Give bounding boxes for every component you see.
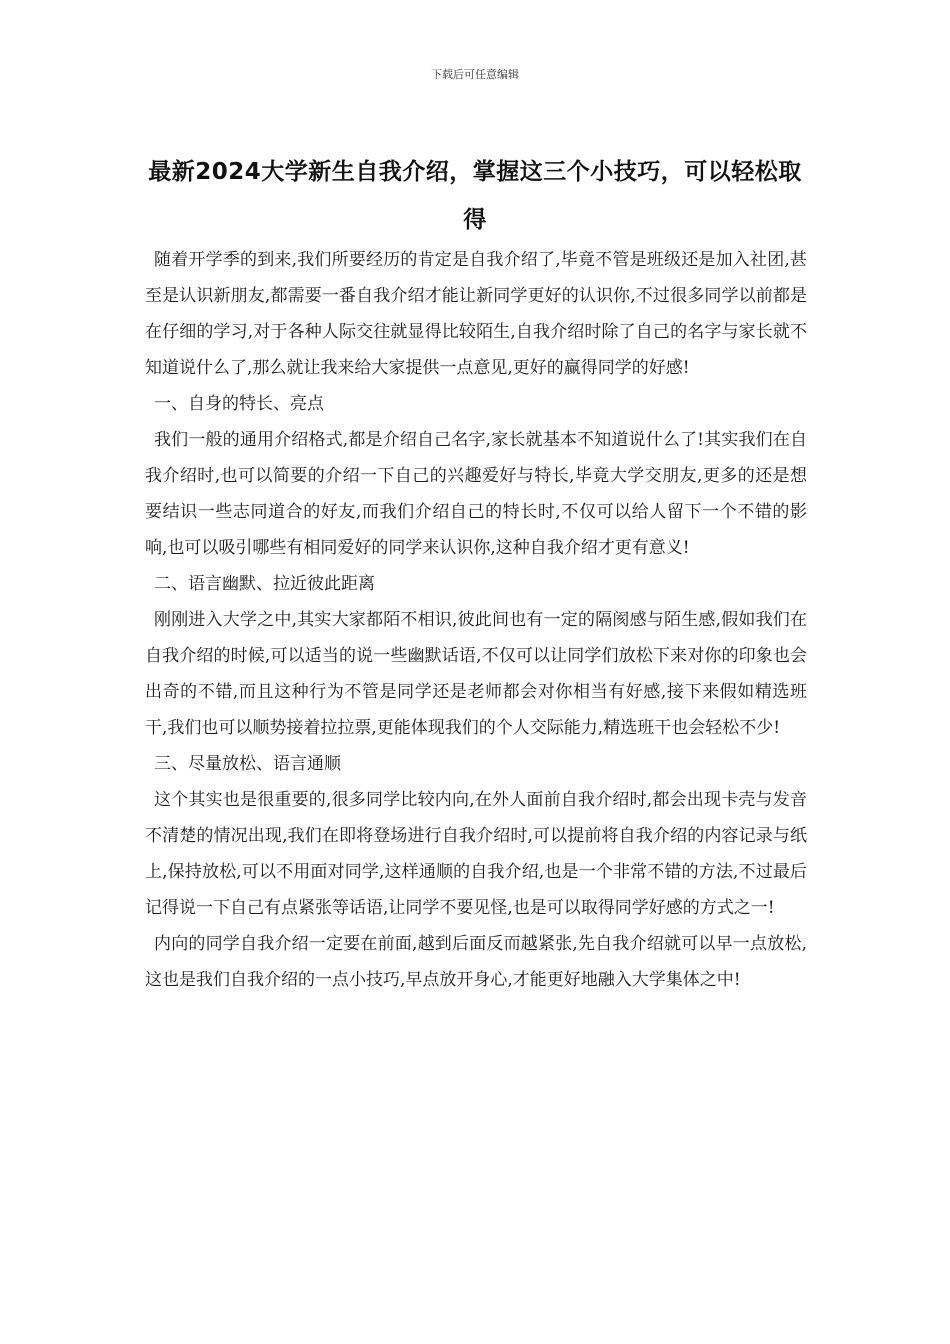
section-paragraph-3: 这个其实也是很重要的,很多同学比较内向,在外人面前自我介绍时,都会出现卡壳与发音不清楚的情况出现,我们在即将登场进行自我介绍时,可以提前将自我介绍的内容记录与纸上,保持放松,可以不用面对同学,这样通顺的自我介绍,也是一个非常不错的方法,不过最后记得说一下自己有点紧张等话语,让同学不要见怪,也是可以取得同学好感的方式之一! — [145, 790, 807, 918]
section-heading-3: 三、尽量放松、语言通顺 — [154, 754, 341, 774]
closing-paragraph: 内向的同学自我介绍一定要在前面,越到后面反而越紧张,先自我介绍就可以早一点放松,这也是我们自我介绍的一点小技巧,早点放开身心,才能更好地融入大学集体之中! — [145, 934, 807, 990]
intro-paragraph: 随着开学季的到来,我们所要经历的肯定是自我介绍了,毕竟不管是班级还是加入社团,甚至是认识新朋友,都需要一番自我介绍才能让新同学更好的认识你,不过很多同学以前都是在仔细的学习,对于各种人际交往就显得比较陌生,自我介绍时除了自己的名字与家长就不知道说什么了,那么就让我来给大家提供一点意见,更好的赢得同学的好感! — [145, 250, 807, 378]
header-note: 下载后可任意编辑 — [431, 68, 519, 81]
document-title: 最新2024大学新生自我介绍，掌握这三个小技巧，可以轻松取得 — [148, 159, 802, 233]
section-heading-2: 二、语言幽默、拉近彼此距离 — [154, 574, 375, 594]
document-body — [145, 242, 807, 998]
section-heading-1: 一、自身的特长、亮点 — [154, 394, 324, 414]
section-paragraph-2: 刚刚进入大学之中,其实大家都陌不相识,彼此间也有一定的隔阂感与陌生感,假如我们在自我介绍的时候,可以适当的说一些幽默话语,不仅可以让同学们放松下来对你的印象也会出奇的不错,而且这种行为不管是同学还是老师都会对你相当有好感,接下来假如精选班干,我们也可以顺势接着拉拉票,更能体现我们的个人交际能力,精选班干也会轻松不少! — [145, 610, 807, 738]
section-paragraph-1: 我们一般的通用介绍格式,都是介绍自己名字,家长就基本不知道说什么了!其实我们在自我介绍时,也可以简要的介绍一下自己的兴趣爱好与特长,毕竟大学交朋友,更多的还是想要结识一些志同道合的好友,而我们介绍自己的特长时,不仅可以给人留下一个不错的影响,也可以吸引哪些有相同爱好的同学来认识你,这种自我介绍才更有意义! — [145, 430, 807, 558]
